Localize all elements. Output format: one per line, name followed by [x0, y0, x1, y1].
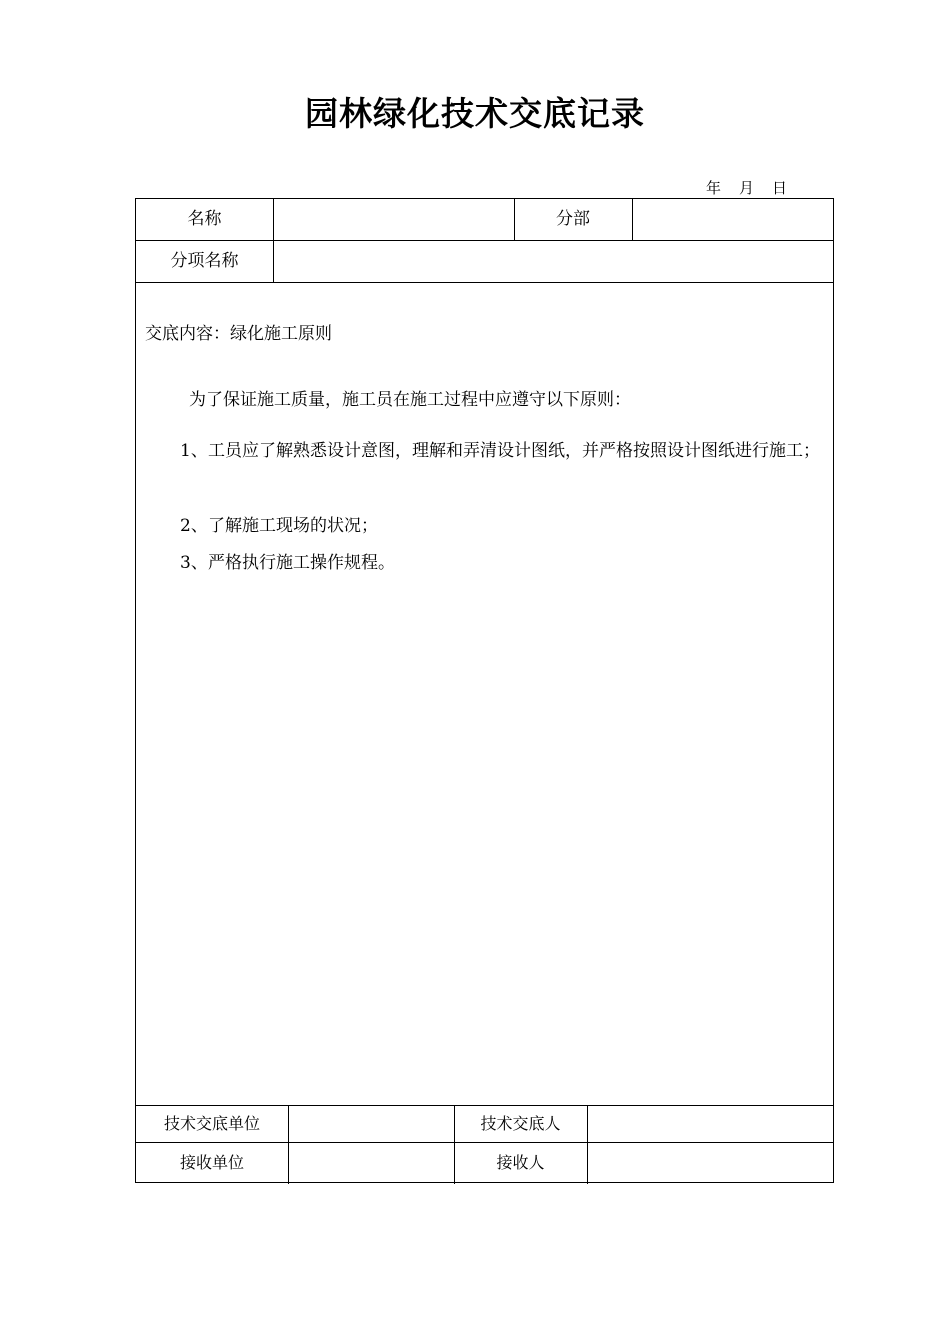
content-heading	[145, 319, 332, 344]
rule-item	[180, 508, 825, 545]
division-label: 分部	[556, 209, 590, 229]
document-title: 园林绿化技术交底记录	[305, 94, 645, 133]
content-topic: 绿化施工原则	[230, 324, 332, 344]
subitem-label: 分项名称	[170, 251, 239, 271]
column-divider	[288, 1105, 289, 1184]
column-divider	[632, 199, 633, 240]
date-day-label: 日	[772, 179, 788, 197]
rule-number: 1、	[180, 441, 208, 461]
column-divider	[587, 1105, 588, 1184]
content-intro: 为了保证施工质量，施工员在施工过程中应遵守以下原则：	[189, 390, 631, 410]
rule-number: 2、	[180, 516, 208, 536]
date-year-label: 年	[706, 179, 722, 197]
row-divider	[136, 1142, 833, 1143]
name-label: 名称	[187, 209, 222, 229]
content-label: 交底内容：	[145, 324, 230, 344]
date-month-label: 月	[739, 179, 755, 197]
discloser-label: 技术交底人	[480, 1114, 561, 1133]
disclosing-unit-label: 技术交底单位	[163, 1114, 260, 1133]
receiving-unit-label: 接收单位	[179, 1153, 244, 1172]
rule-number: 3、	[180, 553, 208, 573]
rule-text: 了解施工现场的状况；	[208, 516, 378, 536]
disclosure-content	[136, 283, 833, 1106]
disclosure-form	[135, 198, 834, 1183]
rule-text: 严格执行施工操作规程。	[208, 553, 395, 573]
rule-text: 工员应了解熟悉设计意图，理解和弄清设计图纸，并严格按照设计图纸进行施工；	[208, 441, 820, 461]
date-line	[706, 177, 787, 198]
rule-item	[180, 433, 825, 470]
column-divider	[273, 199, 274, 282]
receiver-label: 接收人	[496, 1153, 545, 1172]
rule-item	[180, 545, 825, 582]
row-divider	[136, 240, 833, 241]
